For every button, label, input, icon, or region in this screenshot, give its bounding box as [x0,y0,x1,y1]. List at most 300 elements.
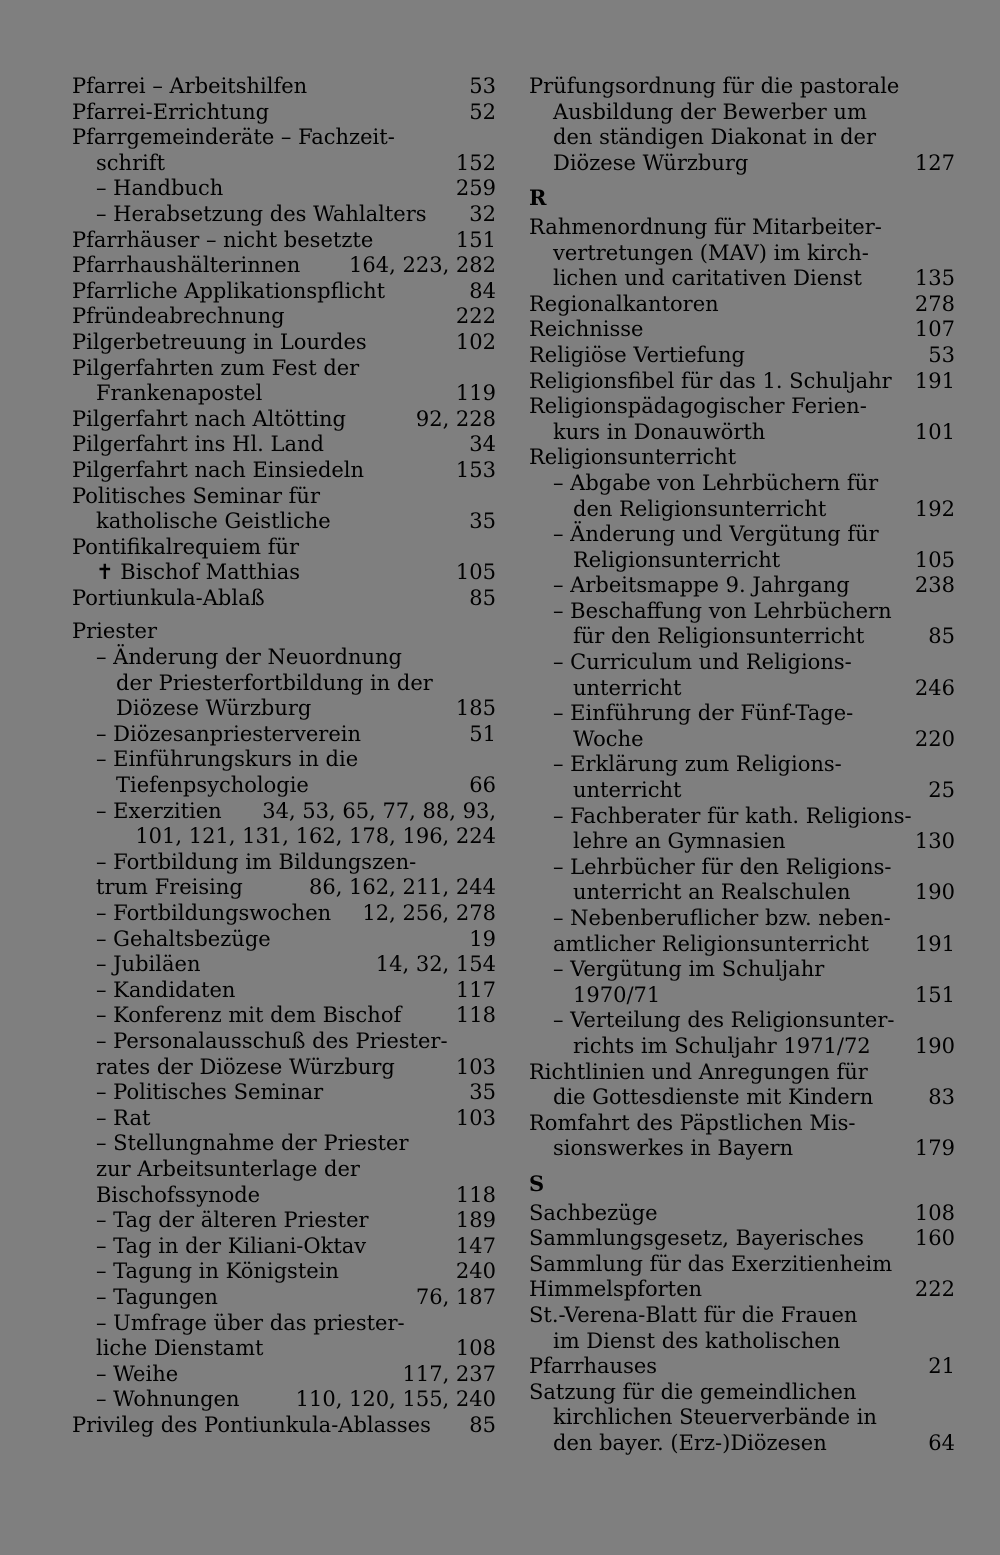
index-entry [529,1252,955,1303]
index-entry [72,279,496,305]
page-reference: 179 [914,1136,955,1161]
index-entry [529,804,955,855]
index-entry-line [72,1259,496,1285]
index-entry-line [529,1303,955,1329]
index-entry-line [529,983,955,1009]
page-reference: 105 [455,560,496,585]
entry-text: Frankenapostel [96,381,263,406]
page-reference: 53 [469,74,496,98]
page-reference: 147 [455,1233,496,1258]
entry-text: Rahmenordnung für Mitarbeiter- [529,214,882,239]
index-entry-line [529,292,955,318]
page-reference: 117 [455,977,496,1002]
entry-text: den bayer. (Erz-)Diözesen [553,1430,827,1455]
index-entry-line [72,1208,496,1234]
entry-text: – Personalausschuß des Priester- [96,1028,448,1053]
index-entry [529,369,955,395]
index-entry-line [529,932,955,958]
page-reference: 190 [914,880,955,905]
page-reference: 107 [914,317,955,342]
index-entry [72,1285,496,1311]
index-entry-line [72,407,496,433]
entry-text: – Tag in der Kiliani-Oktav [96,1233,367,1258]
entry-text: Pfarrei – Arbeitshilfen [72,74,308,98]
page-reference: 119 [455,381,496,406]
index-entry-line [529,701,955,727]
entry-text: St.-Verena-Blatt für die Frauen [529,1302,858,1327]
index-entry-line [529,1111,955,1137]
entry-text: Diözese Würzburg [553,150,749,175]
entry-text: Diözese Würzburg [116,696,312,721]
page-reference: 127 [914,150,955,175]
page-reference: 153 [455,457,496,482]
index-entry-line [72,509,496,535]
index-entry-line [529,829,955,855]
entry-text: – Herabsetzung des Wahlalters [96,201,427,226]
index-entry-line [72,901,496,927]
index-entry-line [529,1201,955,1227]
entry-text: Bischofssynode [96,1182,261,1207]
page-reference: 220 [914,726,955,751]
index-entry-line [529,74,955,100]
entry-text: – Politisches Seminar [96,1080,324,1105]
page-reference: 103 [455,1054,496,1079]
entry-text: Pilgerfahrt nach Altötting [72,406,346,431]
entry-text: – Tagungen [96,1284,218,1309]
page-reference: 86, 162, 211, 244 [308,875,496,900]
entry-text: – Beschaffung von Lehrbüchern [553,598,892,623]
page-reference: 246 [914,675,955,700]
index-entry-line [529,1380,955,1406]
entry-text: unterricht [573,778,682,803]
index-entry-line [72,1413,496,1439]
page-reference: 151 [914,982,955,1007]
page-reference: 118 [455,1182,496,1207]
index-entry-line [72,356,496,382]
index-entry-line [529,650,955,676]
page-reference: 12, 256, 278 [362,901,496,925]
index-entry-line [529,125,955,151]
page-reference: 108 [455,1336,496,1361]
page-reference: 21 [928,1354,955,1379]
index-entry [529,650,955,701]
index-entry [72,1208,496,1234]
index-entry-line [72,304,496,330]
index-entry-line [72,1387,496,1413]
entry-text: Priester [72,619,157,644]
index-entry [72,1387,496,1413]
index-entry-line [72,484,496,510]
index-entry-line [529,1277,955,1303]
entry-text: – Änderung der Neuordnung [96,645,402,670]
index-entry-line [72,952,496,978]
index-entry-line [72,1336,496,1362]
entry-text: – Weihe [96,1361,179,1386]
entry-text: Portiunkula-Ablaß [72,585,265,610]
entry-text: – Konferenz mit dem Bischof [96,1003,402,1028]
index-entry [72,1106,496,1132]
index-entry-line [529,1008,955,1034]
page-reference: 164, 223, 282 [349,253,496,278]
entry-text: für den Religionsunterricht [573,624,865,649]
index-entry-line [529,420,955,446]
entry-text: ✝ Bischof Matthias [96,560,301,585]
index-entry-line [529,676,955,702]
index-entry [72,228,496,254]
index-entry [72,799,496,850]
index-entry-line [529,599,955,625]
page-reference: 85 [928,624,955,649]
index-entry [529,1380,955,1457]
index-entry-line [72,773,496,799]
entry-text: – Wohnungen [96,1387,240,1412]
entry-text: Religionsfibel für das 1. Schuljahr [529,368,892,393]
entry-text: – Fachberater für kath. Religions- [553,803,912,828]
index-entry-line [529,1252,955,1278]
entry-text: richts im Schuljahr 1971/72 [573,1033,871,1058]
index-entry-line [529,497,955,523]
index-entry [72,304,496,330]
index-entry [529,1303,955,1380]
index-entry-line [72,125,496,151]
index-entry [72,458,496,484]
entry-text: katholische Geistliche [96,509,331,534]
page-reference: 35 [469,509,496,534]
index-entry-line [72,875,496,901]
index-entry [72,927,496,953]
index-entry [72,619,496,645]
index-entry-line [72,1311,496,1337]
index-entry [529,522,955,573]
index-entry-line [72,1131,496,1157]
index-entry-line [72,645,496,671]
index-entry-line [72,722,496,748]
entry-text: Religionsunterricht [529,445,737,470]
page-reference: 151 [455,227,496,252]
index-entry-line [72,1285,496,1311]
index-entry-line [529,1060,955,1086]
index-entry-line [529,752,955,778]
index-entry [72,74,496,100]
entry-text: – Änderung und Vergütung für [553,522,879,547]
index-entry [72,125,496,176]
index-entry-line [529,1431,955,1457]
index-entry-line [529,471,955,497]
index-entry-line [529,317,955,343]
index-entry-line [72,1183,496,1209]
index-entry [529,74,955,176]
index-entry-line [72,799,496,825]
index-entry-line [529,880,955,906]
index-entry-line [529,394,955,420]
page-reference: 32 [469,201,496,226]
page-reference: 238 [914,573,955,598]
index-entry [529,599,955,650]
page-reference: 259 [455,176,496,201]
page-reference: 160 [914,1226,955,1251]
entry-text: Regionalkantoren [529,291,719,316]
page-reference: 240 [455,1259,496,1284]
page-reference: 101 [914,419,955,444]
index-entry-line [529,369,955,395]
entry-text: Pfarrhaushälterinnen [72,253,301,278]
index-entry-line [72,747,496,773]
page-reference: 152 [455,150,496,175]
index-entry-line [72,927,496,953]
index-entry-line [72,824,496,850]
index-entry [529,1111,955,1162]
index-entry [529,573,955,599]
entry-text: Pfarrgemeinderäte – Fachzeit- [72,125,395,150]
index-entry-line [72,535,496,561]
entry-text: den ständigen Diakonat in der [553,125,876,150]
page-reference: 191 [914,931,955,956]
index-entry-line [72,381,496,407]
entry-text: – Gehaltsbezüge [96,926,271,951]
entry-text: Woche [573,726,644,751]
index-entry-line [72,586,496,612]
index-entry-line [72,432,496,458]
page-reference: 192 [914,496,955,521]
page-reference: 92, 228 [415,406,496,431]
index-entry-line [529,1329,955,1355]
entry-text: – Einführungskurs in die [96,747,359,772]
index-column-left [72,74,496,1438]
index-entry-line [72,151,496,177]
entry-text: trum Freising [96,875,243,900]
page-reference: 105 [914,547,955,572]
index-entry-line [529,151,955,177]
index-entry [72,586,496,612]
index-entry-line [529,1226,955,1252]
page-reference: 52 [469,99,496,124]
entry-text: unterricht [573,675,682,700]
page-reference: 34 [469,432,496,457]
index-entry-line [529,1136,955,1162]
index-entry-line [72,619,496,645]
entry-text: – Einführung der Fünf-Tage- [553,701,854,726]
index-entry-line [529,573,955,599]
entry-text: Pfarrhäuser – nicht besetzte [72,227,374,252]
section-letter: S [529,1170,545,1196]
entry-text: zur Arbeitsunterlage der [96,1156,360,1181]
entry-text: Himmelspforten [529,1277,703,1302]
index-entry [529,957,955,1008]
entry-text: – Fortbildungswochen [96,901,332,925]
index-entry [72,176,496,202]
page-reference: 84 [469,278,496,303]
index-entry [72,1080,496,1106]
entry-text: Pfarrhauses [529,1354,658,1379]
entry-text: Satzung für die gemeindlichen [529,1379,857,1404]
entry-text: Richtlinien und Anregungen für [529,1059,868,1084]
entry-text: Reichnisse [529,317,644,342]
index-entry [529,317,955,343]
entry-text: 1970/71 [573,982,661,1007]
entry-text: Religiöse Vertiefung [529,342,745,367]
index-entry [72,202,496,228]
entry-text: lehre an Gymnasien [573,829,786,854]
entry-text: – Stellungnahme der Priester [96,1131,409,1156]
index-entry-line [529,957,955,983]
index-entry-line [72,202,496,228]
entry-text: Religionsunterricht [573,547,781,572]
entry-text: Pfründeabrechnung [72,304,285,329]
page-reference: 102 [455,329,496,354]
entry-text: sionswerkes in Bayern [553,1136,794,1161]
entry-text: Sachbezüge [529,1200,658,1225]
page-reference: 25 [928,778,955,803]
index-entry [72,901,496,927]
index-entry-line [72,696,496,722]
index-entry-line [72,671,496,697]
index-entry [72,952,496,978]
entry-text: Pfarrei-Errichtung [72,99,270,124]
index-entry-line [72,330,496,356]
page-reference: 222 [914,1277,955,1302]
index-entry-line [529,266,955,292]
page-reference: 64 [928,1430,955,1455]
entry-text: – Nebenberuflicher bzw. neben- [553,906,891,930]
page-reference: 66 [469,773,496,798]
entry-text: – Curriculum und Religions- [553,650,852,675]
index-entry [72,407,496,433]
entry-text: – Jubiläen [96,952,201,977]
page-reference: 34, 53, 65, 77, 88, 93, [262,798,496,823]
index-entry [72,645,496,722]
index-entry [529,701,955,752]
index-entry [529,1226,955,1252]
page-reference: 108 [914,1200,955,1225]
index-entry [72,722,496,748]
entry-text: Romfahrt des Päpstlichen Mis- [529,1110,856,1135]
index-entry-line [72,560,496,586]
index-entry-line [529,906,955,932]
index-entry [72,1362,496,1388]
entry-text: rates der Diözese Würzburg [96,1054,395,1079]
index-entry-line [72,850,496,876]
page-reference: 110, 120, 155, 240 [295,1387,496,1412]
entry-text: – Fortbildung im Bildungszen- [96,849,417,874]
index-entry [529,1201,955,1227]
index-entry-line [72,1234,496,1260]
index-entry-line [529,100,955,126]
index-entry [72,100,496,126]
index-entry [72,1413,496,1439]
index-entry [72,1234,496,1260]
entry-text: Ausbildung der Bewerber um [553,99,867,124]
index-entry-line [529,1034,955,1060]
entry-text: Prüfungsordnung für die pastorale [529,74,900,98]
index-entry [72,1029,496,1080]
index-entry [529,752,955,803]
entry-text: Sammlung für das Exerzitienheim [529,1251,893,1276]
entry-text: schrift [96,150,166,175]
entry-text: Tiefenpsychologie [116,773,309,798]
page-reference: 76, 187 [415,1284,496,1309]
entry-text: unterricht an Realschulen [573,880,851,905]
index-entry-line [529,624,955,650]
entry-text: – Diözesanpriesterverein [96,721,361,746]
entry-text: Pilgerfahrten zum Fest der [72,355,360,380]
index-entry-line [72,279,496,305]
index-entry [529,855,955,906]
page-reference: 53 [928,342,955,367]
index-entry [72,850,496,901]
index-entry [72,978,496,1004]
index-entry-line [72,253,496,279]
entry-text: Privileg des Pontiunkula-Ablasses [72,1412,431,1437]
index-entry-line [72,1029,496,1055]
index-entry [529,445,955,471]
index-entry-line [72,1003,496,1029]
index-entry-line [72,978,496,1004]
index-entry-line [72,228,496,254]
index-entry-line [529,522,955,548]
page-reference: 51 [469,721,496,746]
entry-text: kurs in Donauwörth [553,419,766,444]
index-entry [529,343,955,369]
index-entry [72,253,496,279]
page-reference: 117, 237 [402,1361,496,1386]
index-entry [72,432,496,458]
index-entry [529,1008,955,1059]
entry-text: – Handbuch [96,176,224,201]
entry-text: Pilgerfahrt ins Hl. Land [72,432,324,457]
entry-text: Religionspädagogischer Ferien- [529,394,867,419]
entry-text: – Lehrbücher für den Religions- [553,854,892,879]
index-column-right [529,74,955,1456]
page-reference: 14, 32, 154 [375,952,496,977]
page-reference: 278 [914,291,955,316]
index-entry [72,356,496,407]
entry-text: Pilgerfahrt nach Einsiedeln [72,457,365,482]
index-entry [72,1311,496,1362]
page-reference: 189 [455,1208,496,1233]
entry-text: – Verteilung des Religionsunter- [553,1008,895,1033]
index-entry-line [72,100,496,126]
page-reference: 190 [914,1033,955,1058]
index-entry [529,471,955,522]
entry-text: Sammlungsgesetz, Bayerisches [529,1226,864,1251]
index-entry-line [529,241,955,267]
index-entry [529,1060,955,1111]
entry-text: Pfarrliche Applikationspflicht [72,278,386,303]
page-reference: 85 [469,585,496,610]
entry-text: liche Dienstamt [96,1336,264,1361]
index-entry [529,215,955,292]
index-entry [72,1003,496,1029]
entry-text: – Erklärung zum Religions- [553,752,842,777]
index-entry [72,1259,496,1285]
page-reference: 130 [914,829,955,854]
page-reference: 101, 121, 131, 162, 178, 196, 224 [135,824,496,849]
entry-text: – Exerzitien [96,798,222,823]
index-entry [72,330,496,356]
index-entry [529,292,955,318]
index-entry [529,906,955,957]
index-entry-line [529,1085,955,1111]
index-entry-line [72,1157,496,1183]
entry-text: Pontifikalrequiem für [72,534,300,559]
page-reference: 83 [928,1085,955,1110]
entry-text: vertretungen (MAV) im kirch- [553,240,869,265]
index-entry-line [72,1362,496,1388]
entry-text: – Tagung in Königstein [96,1259,339,1284]
index-entry-line [529,445,955,471]
page-reference: 135 [914,266,955,291]
entry-text: den Religionsunterricht [573,496,827,521]
